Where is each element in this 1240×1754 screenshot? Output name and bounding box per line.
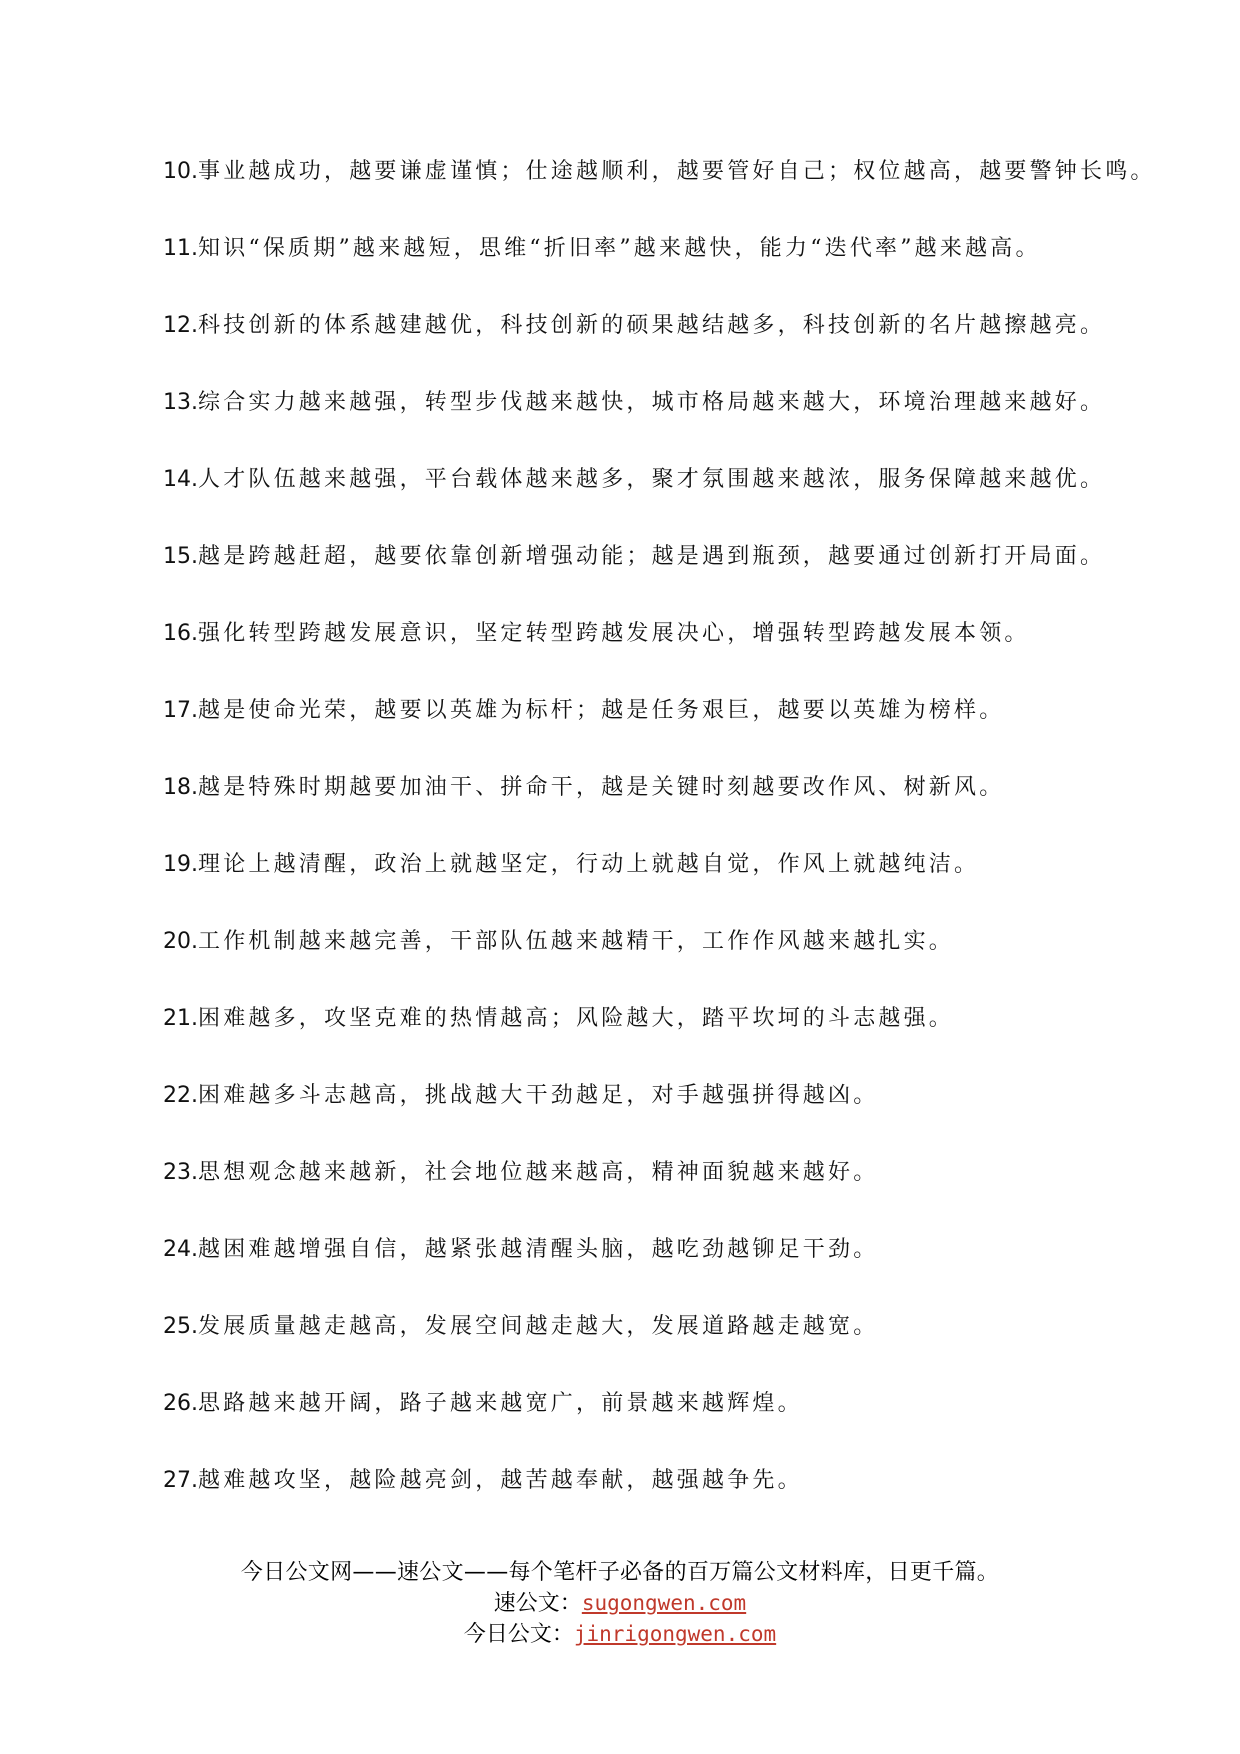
list-item: [163, 306, 1173, 383]
list-item: [163, 460, 1173, 537]
item-text: 人才队伍越来越强，平台载体越来越多，聚才氛围越来越浓，服务保障越来越优。: [198, 467, 1106, 492]
item-number: 17.: [163, 698, 198, 723]
item-text: 强化转型跨越发展意识，坚定转型跨越发展决心，增强转型跨越发展本领。: [198, 621, 1030, 646]
list-item: [163, 1076, 1173, 1153]
jinrigongwen-link[interactable]: jinrigongwen.com: [573, 1622, 777, 1646]
item-number: 18.: [163, 775, 198, 800]
item-text: 思想观念越来越新，社会地位越来越高，精神面貌越来越好。: [198, 1160, 879, 1185]
item-number: 10.: [163, 159, 198, 184]
item-text: 思路越来越开阔，路子越来越宽广，前景越来越辉煌。: [198, 1391, 803, 1416]
list-item: [163, 537, 1173, 614]
list-item: [163, 1230, 1173, 1307]
item-text: 知识“保质期”越来越短，思维“折旧率”越来越快，能力“迭代率”越来越高。: [198, 236, 1041, 261]
item-text: 越是跨越赶超，越要依靠创新增强动能；越是遇到瓶颈，越要通过创新打开局面。: [198, 544, 1106, 569]
item-text: 科技创新的体系越建越优，科技创新的硕果越结越多，科技创新的名片越擦越亮。: [198, 313, 1106, 338]
item-text: 困难越多，攻坚克难的热情越高；风险越大，踏平坎坷的斗志越强。: [198, 1006, 955, 1031]
item-number: 19.: [163, 852, 198, 877]
document-body: [163, 152, 1173, 1538]
item-text: 越困难越增强自信，越紧张越清醒头脑，越吃劲越铆足干劲。: [198, 1237, 879, 1262]
footer-line-jinrigongwen: [0, 1619, 1240, 1650]
list-item: [163, 691, 1173, 768]
list-item: [163, 383, 1173, 460]
item-text: 困难越多斗志越高，挑战越大干劲越足，对手越强拼得越凶。: [198, 1083, 879, 1108]
item-number: 13.: [163, 390, 198, 415]
item-number: 21.: [163, 1006, 198, 1031]
item-text: 工作机制越来越完善，干部队伍越来越精干，工作作风越来越扎实。: [198, 929, 955, 954]
list-item: [163, 1461, 1173, 1538]
footer-label: 速公文：: [493, 1591, 582, 1616]
list-item: [163, 768, 1173, 845]
item-text: 综合实力越来越强，转型步伐越来越快，城市格局越来越大，环境治理越来越好。: [198, 390, 1106, 415]
item-number: 26.: [163, 1391, 198, 1416]
item-text: 发展质量越走越高，发展空间越走越大，发展道路越走越宽。: [198, 1314, 879, 1339]
item-number: 14.: [163, 467, 198, 492]
item-number: 27.: [163, 1468, 198, 1493]
item-number: 24.: [163, 1237, 198, 1262]
list-item: [163, 1307, 1173, 1384]
item-number: 25.: [163, 1314, 198, 1339]
list-item: [163, 614, 1173, 691]
list-item: [163, 152, 1173, 229]
list-item: [163, 229, 1173, 306]
item-text: 事业越成功，越要谦虚谨慎；仕途越顺利，越要管好自己；权位越高，越要警钟长鸣。: [198, 159, 1156, 184]
page-footer: [0, 1558, 1240, 1650]
item-number: 12.: [163, 313, 198, 338]
item-number: 20.: [163, 929, 198, 954]
list-item: [163, 1384, 1173, 1461]
sugongwen-link[interactable]: sugongwen.com: [581, 1591, 747, 1615]
footer-tagline: 今日公文网——速公文——每个笔杆子必备的百万篇公文材料库，日更千篇。: [240, 1560, 1000, 1585]
footer-line-sugongwen: [0, 1588, 1240, 1619]
item-text: 越是特殊时期越要加油干、拼命干，越是关键时刻越要改作风、树新风。: [198, 775, 1005, 800]
list-item: [163, 999, 1173, 1076]
list-item: [163, 845, 1173, 922]
item-number: 23.: [163, 1160, 198, 1185]
item-text: 越难越攻坚，越险越亮剑，越苦越奉献，越强越争先。: [198, 1468, 803, 1493]
item-text: 理论上越清醒，政治上就越坚定，行动上就越自觉，作风上就越纯洁。: [198, 852, 980, 877]
item-number: 22.: [163, 1083, 198, 1108]
list-item: [163, 1153, 1173, 1230]
list-item: [163, 922, 1173, 999]
item-text: 越是使命光荣，越要以英雄为标杆；越是任务艰巨，越要以英雄为榜样。: [198, 698, 1005, 723]
footer-label: 今日公文：: [463, 1622, 574, 1647]
item-number: 16.: [163, 621, 198, 646]
item-number: 11.: [163, 236, 198, 261]
item-number: 15.: [163, 544, 198, 569]
